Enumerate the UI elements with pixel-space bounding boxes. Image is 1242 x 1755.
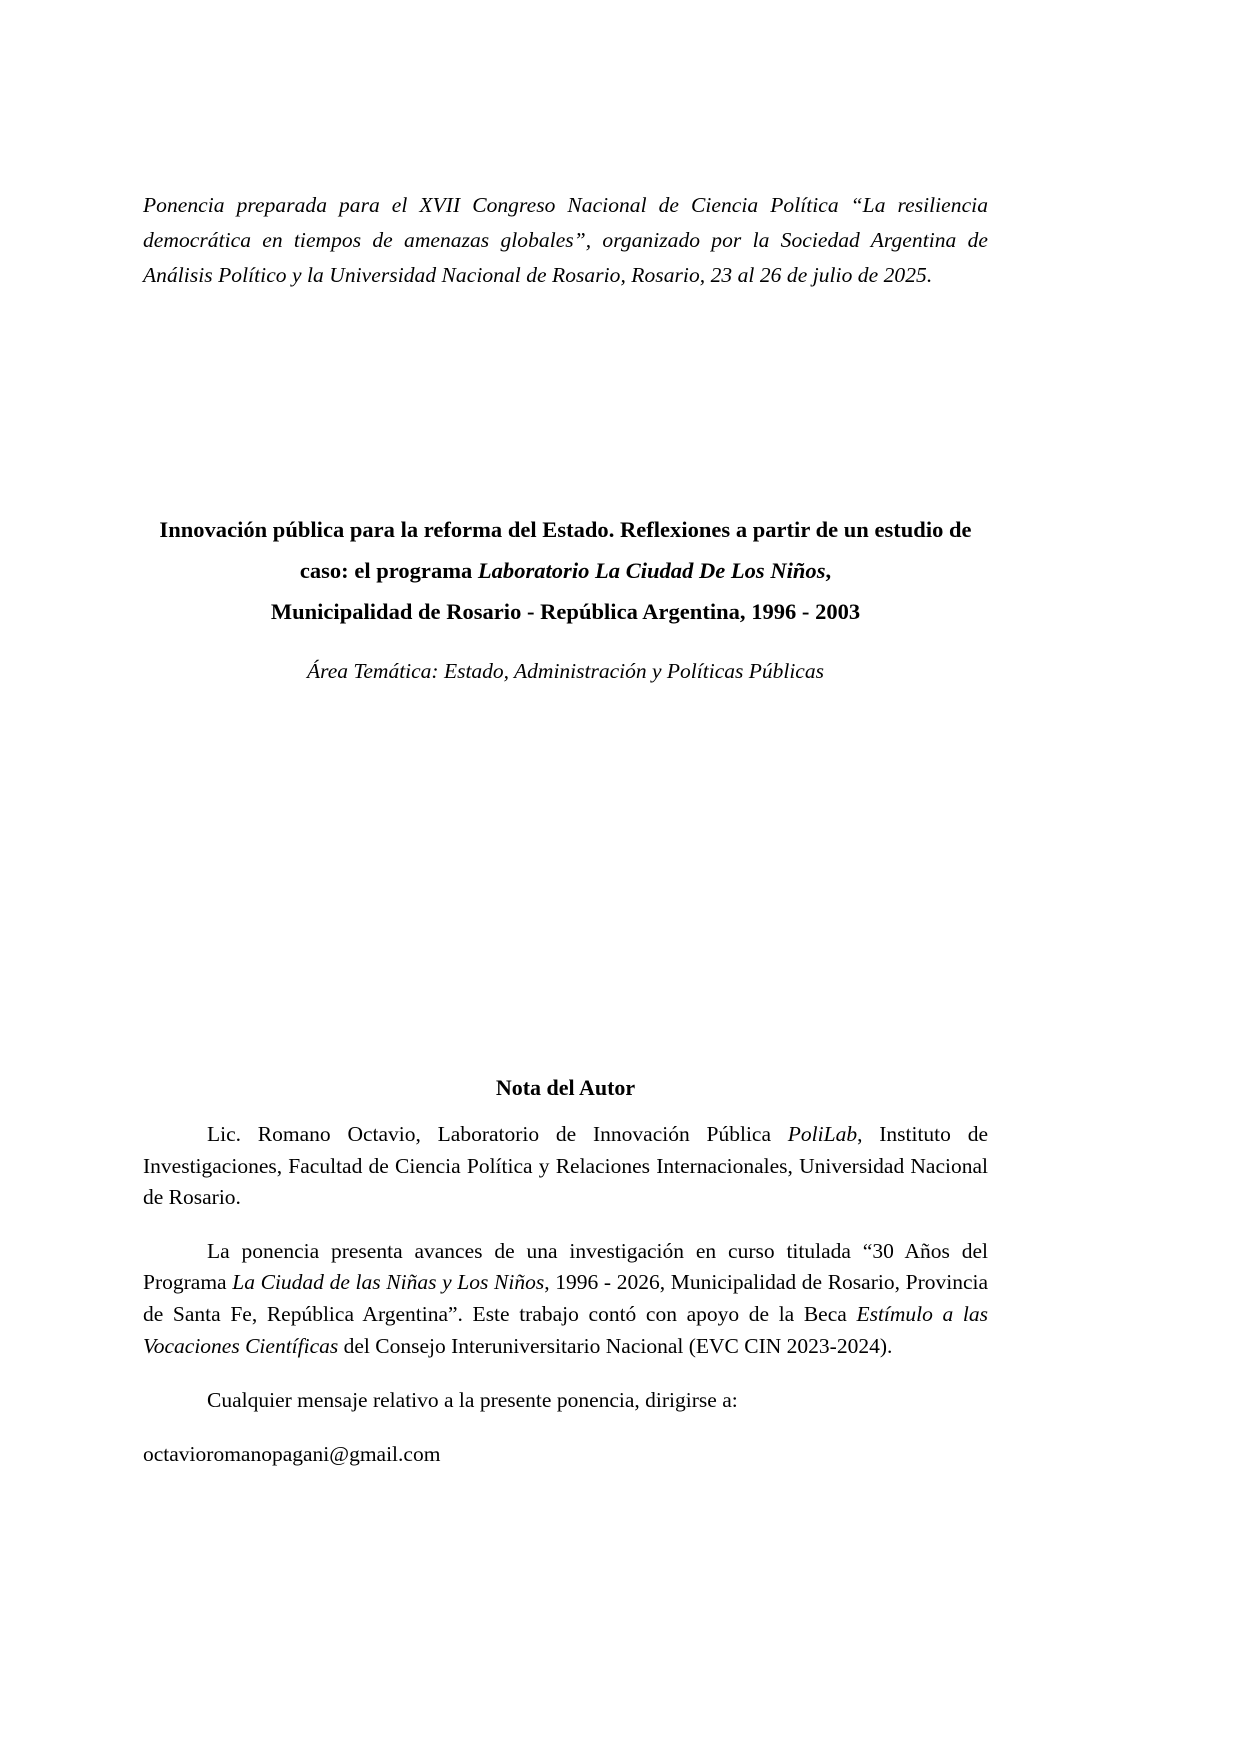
thematic-area-line: Área Temática: Estado, Administración y Políticas Públicas: [307, 659, 824, 684]
research-text-3: del Consejo Interuniversitario Nacional (EVC CIN 2023-2024).: [338, 1334, 893, 1359]
contact-paragraph: [143, 1385, 988, 1417]
contact-text: Cualquier mensaje relativo a la presente ponencia, dirigirse a:: [207, 1387, 738, 1412]
scholarship-name: Estímulo a las Vocaciones Científicas: [143, 1302, 989, 1359]
title-line-1: [143, 510, 988, 551]
title-line-3: [143, 592, 988, 633]
research-funding-paragraph: [143, 1236, 988, 1363]
author-note-heading: Nota del Autor: [495, 1074, 636, 1100]
title-line-1-text: Innovación pública para la reforma del Estado. Reflexiones a partir de un estudio de: [159, 517, 972, 543]
title-line-2: [143, 551, 988, 592]
title-line-3-text: Municipalidad de Rosario - República Argentina, 1996 - 2003: [270, 599, 861, 625]
author-affiliation-text-2: , Instituto de Investigaciones, Facultad de Ciencia Política y Relaciones Internacionales, Universidad Nacional de Rosario.: [143, 1121, 988, 1210]
title-block: [143, 510, 988, 688]
title-line-2-text-after: ,: [825, 558, 832, 584]
author-affiliation-text-1: Lic. Romano Octavio, Laboratorio de Innovación Pública: [207, 1121, 788, 1146]
research-project-title: La Ciudad de las Niñas y Los Niños: [232, 1270, 545, 1295]
title-line-2-text-before: caso: el programa: [299, 558, 478, 584]
lab-name: PoliLab: [787, 1121, 858, 1146]
research-text-1: La ponencia presenta avances de una investigación en curso titulada “30 Años del Programa: [143, 1238, 988, 1295]
conference-header-note: Ponencia preparada para el XVII Congreso Nacional de Ciencia Política “La resiliencia democrática en tiempos de amenazas globales”, organizado por la Sociedad Argentina de Análisis Político y la Universidad Nacional de Rosario, Rosario, 23 al 26 de julio de 2025.: [143, 193, 988, 287]
title-program-name: Laboratorio La Ciudad De Los Niños: [477, 558, 826, 584]
author-affiliation-paragraph: [143, 1119, 988, 1214]
contact-email-line: [143, 1439, 988, 1471]
research-text-2: , 1996 - 2026, Municipalidad de Rosario, Provincia de Santa Fe, República Argentina”. Este trabajo contó con apoyo de la Beca: [143, 1270, 989, 1327]
contact-email[interactable]: octavioromanopagani@gmail.com: [143, 1441, 441, 1466]
document-content: [143, 0, 988, 1492]
